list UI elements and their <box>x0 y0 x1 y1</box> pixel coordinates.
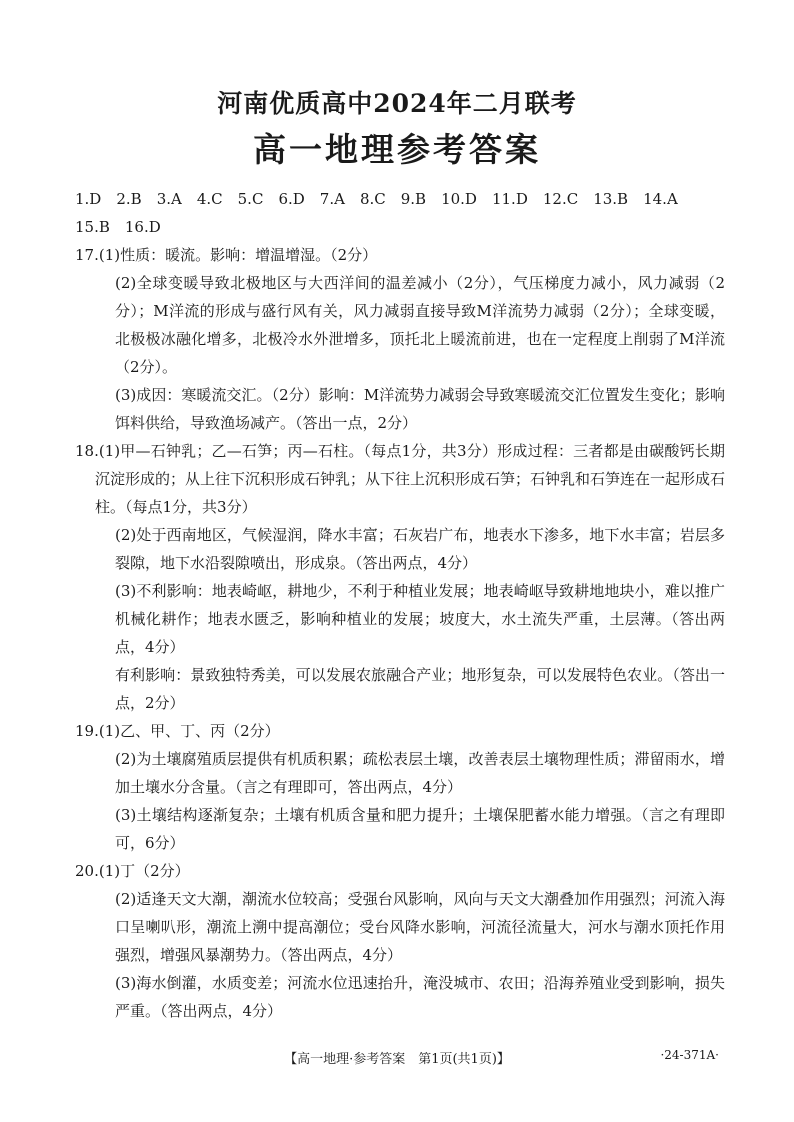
q18-part3-favorable: 有利影响：景致独特秀美，可以发展农旅融合产业；地形复杂，可以发展特色农业。（答出一点，2分） <box>115 666 725 712</box>
q20-part1: 20.(1)丁（2分） <box>75 862 190 880</box>
choice-answer: 4.C <box>196 190 223 208</box>
q18-part3: (3)不利影响：地表崎岖，耕地少，不利于种植业发展；地表崎岖导致耕地地块小，难以推广机械化耕作；地表水匮乏，影响种植业的发展；坡度大，水土流失严重，土层薄。（答出两点，4分） <box>115 582 725 656</box>
choice-answer: 5.C <box>237 190 264 208</box>
q19-part1: 19.(1)乙、甲、丁、丙（2分） <box>75 722 280 740</box>
question-number: 20. <box>75 862 99 880</box>
footer-exam-code: ·24-371A· <box>660 1048 719 1062</box>
question-17 <box>75 241 725 437</box>
footer-page-label: 【高一地理·参考答案 第1页(共1页)】 <box>284 1052 510 1067</box>
choice-answer: 8.C <box>359 190 386 208</box>
choice-answer: 16.D <box>124 218 161 236</box>
choice-answer: 7.A <box>319 190 345 208</box>
choice-answer: 10.D <box>441 190 477 208</box>
q20-part3: (3)海水倒灌，水质变差；河流水位迅速抬升，淹没城市、农田；沿海养殖业受到影响，损失严重。（答出两点，4分） <box>115 974 725 1020</box>
question-number: 17. <box>75 246 99 264</box>
choice-answer: 2.B <box>116 190 142 208</box>
question-number: 18. <box>75 442 99 460</box>
choice-answer: 9.B <box>400 190 427 208</box>
q20-part2: (2)适逢天文大潮，潮流水位较高；受强台风影响，风向与天文大潮叠加作用强烈；河流入海口呈喇叭形，潮流上溯中提高潮位；受台风降水影响，河流径流量大，河水与潮水顶托作用强烈，增强风暴潮势力。（答出两点，4分） <box>115 890 725 964</box>
exam-title: 河南优质高中2024年二月联考 <box>217 89 577 118</box>
q17-part3: (3)成因：寒暖流交汇。（2分）影响：M洋流势力减弱会导致寒暖流交汇位置发生变化；影响饵料供给，导致渔场减产。（答出一点，2分） <box>115 386 725 432</box>
choice-answer: 12.C <box>542 190 579 208</box>
q17-part1: 17.(1)性质：暖流。影响：增温增湿。（2分） <box>75 246 378 264</box>
choice-answer: 6.D <box>278 190 305 208</box>
choice-answer: 11.D <box>491 190 528 208</box>
question-number: 19. <box>75 722 99 740</box>
page-footer <box>0 1048 794 1072</box>
q19-part3: (3)土壤结构逐渐复杂；土壤有机质含量和肥力提升；土壤保肥蓄水能力增强。（言之有理即可，6分） <box>115 806 725 852</box>
q18-part1: 18.(1)甲—石钟乳；乙—石笋；丙—石柱。（每点1分，共3分）形成过程：三者都是由碳酸钙长期沉淀形成的；从上往下沉积形成石钟乳；从下往上沉积形成石笋；石钟乳和石笋连在一起形成石柱。（每点1分，共3分） <box>75 442 726 516</box>
q17-part2: (2)全球变暖导致北极地区与大西洋间的温差减小（2分），气压梯度力减小，风力减弱（2分）；M洋流的形成与盛行风有关，风力减弱直接导致M洋流势力减弱（2分）；全球变暖，北极极冰融化增多，北极冷水外泄增多，顶托北上暖流前进，也在一定程度上削弱了M洋流（2分）。 <box>115 274 725 376</box>
question-18 <box>75 437 725 717</box>
multiple-choice-answers <box>75 185 725 241</box>
answer-key-title: 高一地理参考答案 <box>253 130 541 169</box>
choice-answer: 1.D <box>75 190 102 208</box>
question-19 <box>75 717 725 857</box>
choice-answer: 14.A <box>643 190 678 208</box>
choice-answer: 3.A <box>156 190 182 208</box>
q18-part2: (2)处于西南地区，气候湿润，降水丰富；石灰岩广布，地表水下渗多，地下水丰富；岩层多裂隙，地下水沿裂隙喷出，形成泉。（答出两点，4分） <box>115 526 725 572</box>
q19-part2: (2)为土壤腐殖质层提供有机质积累；疏松表层土壤，改善表层土壤物理性质；滞留雨水，增加土壤水分含量。（言之有理即可，答出两点，4分） <box>115 750 725 796</box>
choice-answer: 15.B <box>75 218 110 236</box>
choice-answer: 13.B <box>593 190 629 208</box>
answer-content <box>75 185 725 1025</box>
question-20 <box>75 857 725 1025</box>
